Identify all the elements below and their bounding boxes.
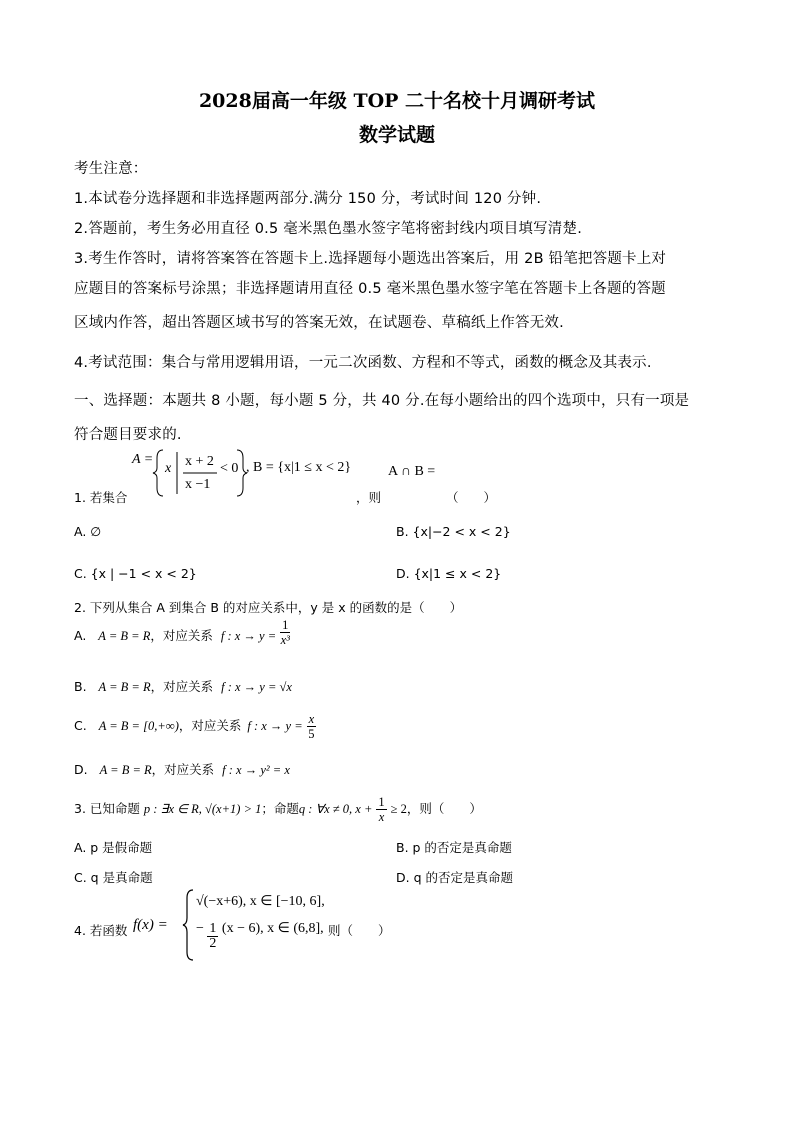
notice-item-1: 1.本试卷分选择题和非选择题两部分.满分 150 分，考试时间 120 分钟.: [74, 191, 542, 207]
q1-option-c[interactable]: C. {x | −1 < x < 2}: [74, 566, 197, 581]
q4-case2-minus: −: [196, 921, 204, 936]
section-heading-cont: 符合题目要求的.: [74, 427, 182, 443]
q1-paren: （ ）: [446, 490, 497, 505]
q2-d-map: f : x → y² = x: [222, 763, 290, 777]
q1-option-b[interactable]: B. {x|−2 < x < 2}: [396, 524, 511, 539]
q2-option-a[interactable]: [74, 618, 290, 647]
q2-c-sets: A = B = [0,+∞): [98, 719, 179, 733]
exam-subtitle: 数学试题: [358, 124, 435, 146]
section-heading: 一、选择题：本题共 8 小题，每小题 5 分，共 40 分.在每小题给出的四个选项中，只有一项是: [74, 393, 690, 409]
q2-a-sets: A = B = R: [98, 629, 151, 643]
q3-q-num: 1: [378, 795, 385, 809]
q3-option-c[interactable]: C. q 是真命题: [74, 870, 153, 885]
q4-cases-brace: [183, 888, 195, 962]
q3-option-a[interactable]: A. p 是假命题: [74, 840, 153, 855]
q1-option-d[interactable]: D. {x|1 ≤ x < 2}: [396, 566, 502, 581]
q1-frac-lt: < 0: [220, 461, 239, 476]
q2-option-d[interactable]: [74, 760, 290, 778]
notice-item-3-cont: 应题目的答案标号涂黑；非选择题请用直径 0.5 毫米黑色墨水签字笔在答题卡上各题的答题: [74, 281, 666, 297]
q2-a-label: A.: [74, 628, 87, 643]
q3-q-expr-a: q : ∀x ≠ 0, x +: [298, 802, 373, 816]
q2-d-sets: A = B = R: [99, 763, 152, 777]
q2-c-map: f : x → y =: [247, 719, 303, 733]
q2-b-label: B.: [74, 679, 87, 694]
q2-b-map: f : x → y = √x: [221, 680, 292, 694]
q1-option-a[interactable]: A. ∅: [74, 524, 102, 539]
q3-stem: [74, 795, 482, 824]
q2-stem: 2. 下列从集合 A 到集合 B 的对应关系中，y 是 x 的函数的是（ ）: [74, 600, 463, 615]
q2-a-map: f : x → y =: [220, 629, 277, 643]
q2-a-den: x³: [280, 633, 290, 647]
q1-set-a: [132, 452, 153, 468]
q2-c-label: C.: [74, 718, 87, 733]
q2-b-rel: ，对应关系: [150, 679, 214, 694]
q4-case-1: √(−x+6), x ∈ [−10, 6],: [196, 894, 325, 909]
q4-case2-num: 1: [209, 921, 217, 936]
notice-item-2: 2.答题前，考生务必用直径 0.5 毫米黑色墨水签字笔将密封线内项目填写清楚.: [74, 221, 583, 237]
q2-d-rel: ，对应关系: [151, 762, 215, 777]
q4-case2-frac: [207, 922, 218, 951]
q3-option-b[interactable]: B. p 的否定是真命题: [396, 840, 512, 855]
q2-c-rel: ，对应关系: [178, 718, 242, 733]
q2-b-sets: A = B = R: [98, 680, 151, 694]
q3-option-d[interactable]: D. q 的否定是真命题: [396, 870, 513, 885]
q1-ask: A ∩ B =: [388, 464, 436, 479]
q4-fx: f(x) =: [133, 917, 168, 933]
q2-a-num: 1: [282, 618, 289, 632]
notice-item-4: 4.考试范围：集合与常用逻辑用语，一元二次函数、方程和不等式，函数的概念及其表示.: [74, 355, 652, 371]
q1-set-a-lhs: A =: [132, 452, 154, 467]
q3-stem-c: ，则（ ）: [406, 801, 482, 816]
q4-case-2: [196, 920, 324, 951]
q1-then: ，则: [356, 490, 382, 505]
q3-stem-a: 3. 已知命题: [74, 801, 140, 816]
q4-case2-body: (x − 6), x ∈ (6,8],: [221, 921, 324, 936]
q2-a-frac: [280, 618, 290, 647]
q1-frac-den: x −1: [185, 477, 211, 492]
q4-prefix: 4. 若函数: [74, 923, 128, 938]
q1-set-b: , B = {x|1 ≤ x < 2}: [246, 460, 352, 475]
q2-c-frac: [307, 712, 317, 741]
q3-frac: [376, 795, 386, 824]
q1-frac-num: x + 2: [185, 454, 214, 469]
notice-item-3-cont2: 区域内作答，超出答题区域书写的答案无效，在试题卷、草稿纸上作答无效.: [74, 315, 564, 331]
notice-heading: 考生注意：: [74, 161, 148, 177]
q2-d-label: D.: [74, 762, 88, 777]
q4-suffix: 则（ ）: [328, 923, 391, 938]
q3-q-den: x: [378, 810, 385, 824]
q4-case2-den: 2: [209, 936, 217, 951]
q2-a-rel: ，对应关系: [150, 628, 213, 643]
q3-stem-b: ；命题: [261, 801, 299, 816]
notice-item-3: 3.考生作答时，请将答案答在答题卡上.选择题每小题选出答案后，用 2B 铅笔把答题卡上对: [74, 251, 667, 267]
q2-c-num: x: [308, 712, 315, 726]
exam-title: 2028届高一年级 TOP 二十名校十月调研考试: [198, 90, 596, 112]
q1-prefix: 1. 若集合: [74, 490, 128, 505]
q2-option-c[interactable]: [74, 712, 316, 741]
q3-q-expr-b: ≥ 2: [390, 802, 407, 816]
q2-option-b[interactable]: [74, 677, 292, 695]
q3-p-expr: p : ∃x ∈ R, √(x+1) > 1: [143, 802, 262, 816]
q1-set-var: x: [165, 461, 172, 476]
q2-c-den: 5: [308, 727, 315, 741]
